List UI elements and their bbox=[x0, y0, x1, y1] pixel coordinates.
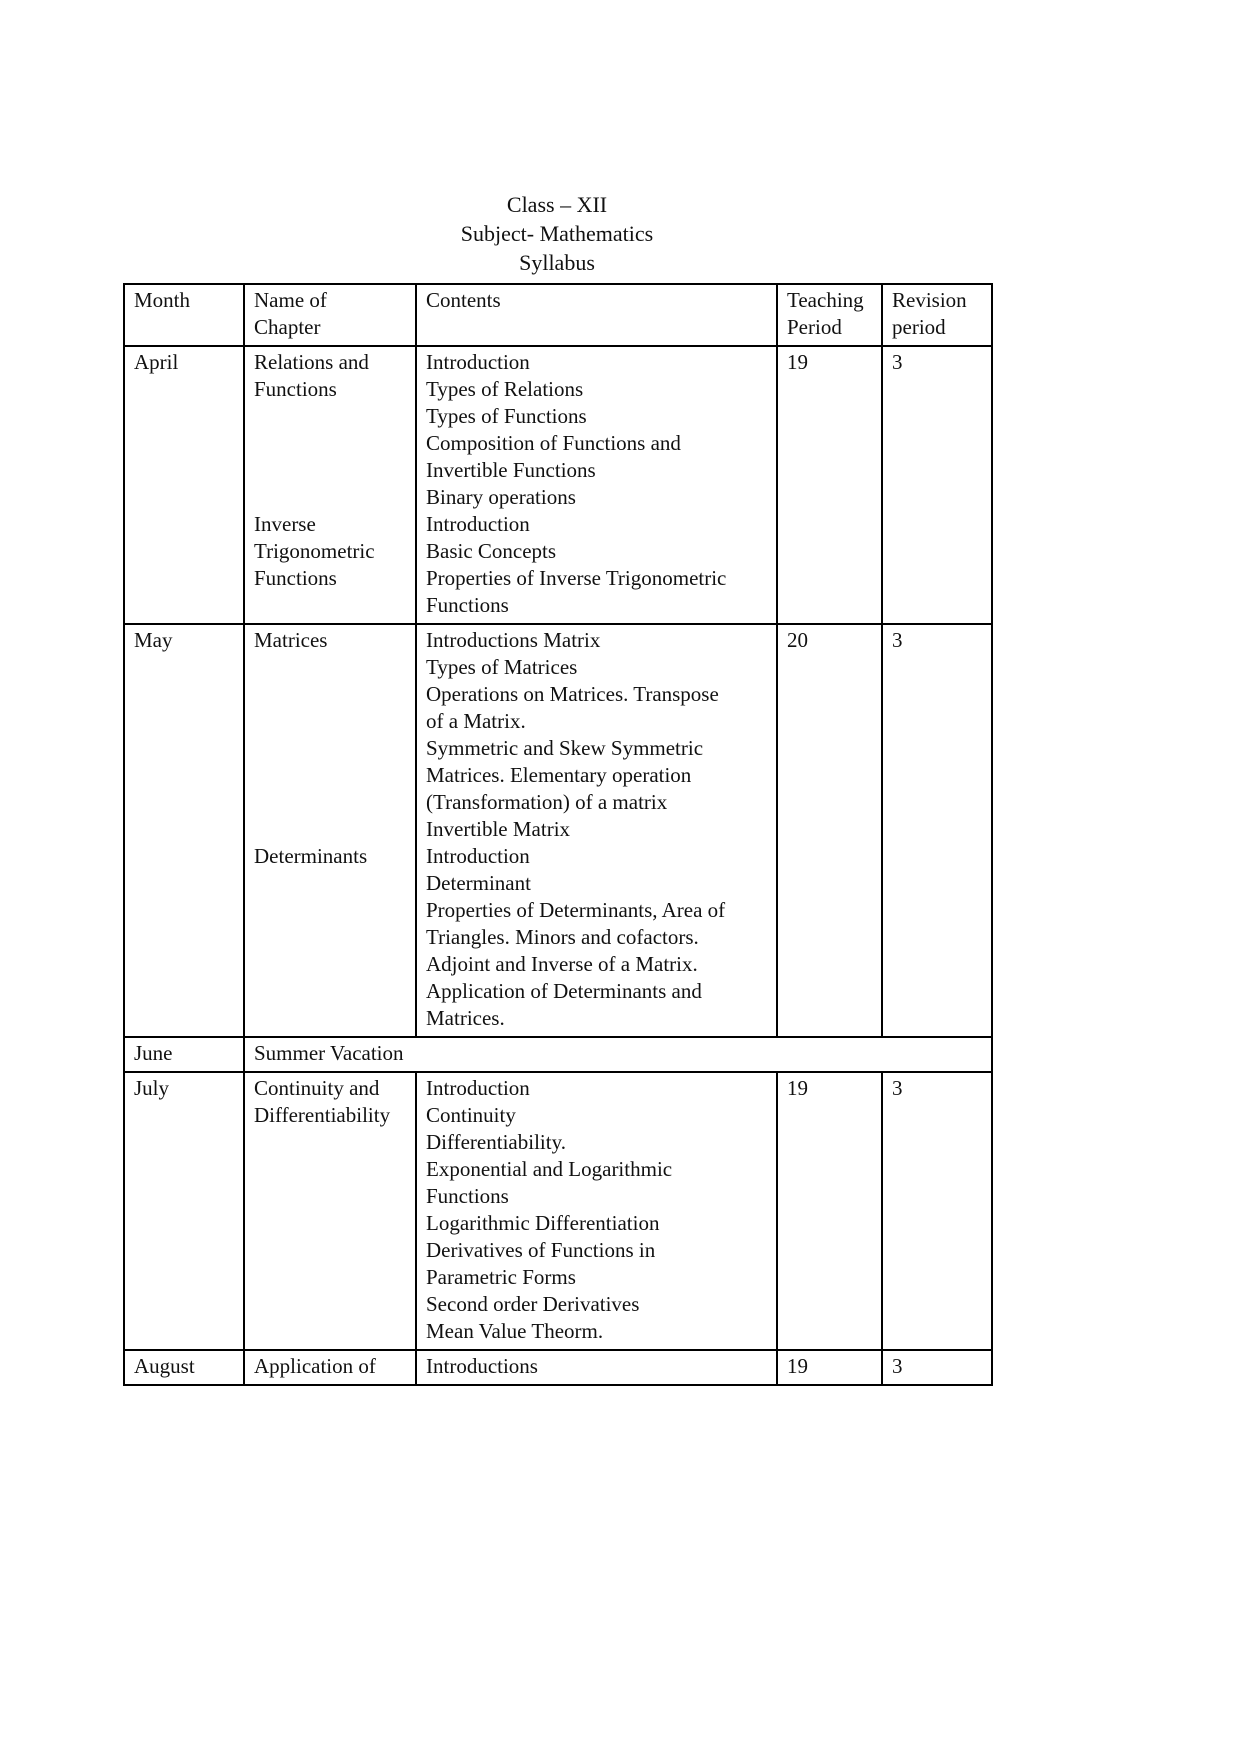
cell-summer-vacation: Summer Vacation bbox=[244, 1037, 992, 1072]
syllabus-table bbox=[123, 283, 993, 1386]
cell-contents: Introduction Continuity Differentiability. Exponential and Logarithmic Functions Logarithmic Differentiation Derivatives of Functions in Parametric Forms Second order Derivatives Mean Value Theorm. bbox=[416, 1072, 777, 1350]
document-page bbox=[123, 190, 991, 1386]
cell-month: July bbox=[124, 1072, 244, 1350]
table-row-may bbox=[124, 624, 992, 1037]
table-row-july bbox=[124, 1072, 992, 1350]
cell-teaching-period: 19 bbox=[777, 1072, 882, 1350]
table-row-august bbox=[124, 1350, 992, 1385]
cell-chapter: Matrices Determinants bbox=[244, 624, 416, 1037]
cell-contents: Introduction Types of Relations Types of Functions Composition of Functions and Invertible Functions Binary operations Introduction Basic Concepts Properties of Inverse Trigonometric Functions bbox=[416, 346, 777, 624]
cell-contents: Introductions bbox=[416, 1350, 777, 1385]
document-title-block bbox=[123, 190, 991, 277]
cell-month: May bbox=[124, 624, 244, 1037]
cell-teaching-period: 19 bbox=[777, 346, 882, 624]
cell-chapter: Relations and Functions Inverse Trigonometric Functions bbox=[244, 346, 416, 624]
header-teaching-period: Teaching Period bbox=[777, 284, 882, 346]
cell-revision-period: 3 bbox=[882, 1350, 992, 1385]
cell-revision-period: 3 bbox=[882, 1072, 992, 1350]
cell-chapter: Application of bbox=[244, 1350, 416, 1385]
table-row-june bbox=[124, 1037, 992, 1072]
header-revision-period: Revision period bbox=[882, 284, 992, 346]
cell-revision-period: 3 bbox=[882, 346, 992, 624]
cell-teaching-period: 20 bbox=[777, 624, 882, 1037]
cell-revision-period: 3 bbox=[882, 624, 992, 1037]
cell-chapter: Continuity and Differentiability bbox=[244, 1072, 416, 1350]
header-contents: Contents bbox=[416, 284, 777, 346]
title-syllabus: Syllabus bbox=[519, 250, 595, 275]
table-row-april bbox=[124, 346, 992, 624]
header-month: Month bbox=[124, 284, 244, 346]
cell-teaching-period: 19 bbox=[777, 1350, 882, 1385]
header-name-of-chapter: Name of Chapter bbox=[244, 284, 416, 346]
cell-month: August bbox=[124, 1350, 244, 1385]
title-class: Class – XII bbox=[506, 192, 608, 217]
cell-contents: Introductions Matrix Types of Matrices Operations on Matrices. Transpose of a Matrix. Symmetric and Skew Symmetric Matrices. Elementary operation (Transformation) of a matrix Invertible Matrix Introduction Determinant Properties of Determinants, Area of Triangles. Minors and cofactors. Adjoint and Inverse of a Matrix. Application of Determinants and Matrices. bbox=[416, 624, 777, 1037]
table-header-row bbox=[124, 284, 992, 346]
title-subject: Subject- Mathematics bbox=[460, 221, 654, 246]
cell-month: June bbox=[124, 1037, 244, 1072]
cell-month: April bbox=[124, 346, 244, 624]
